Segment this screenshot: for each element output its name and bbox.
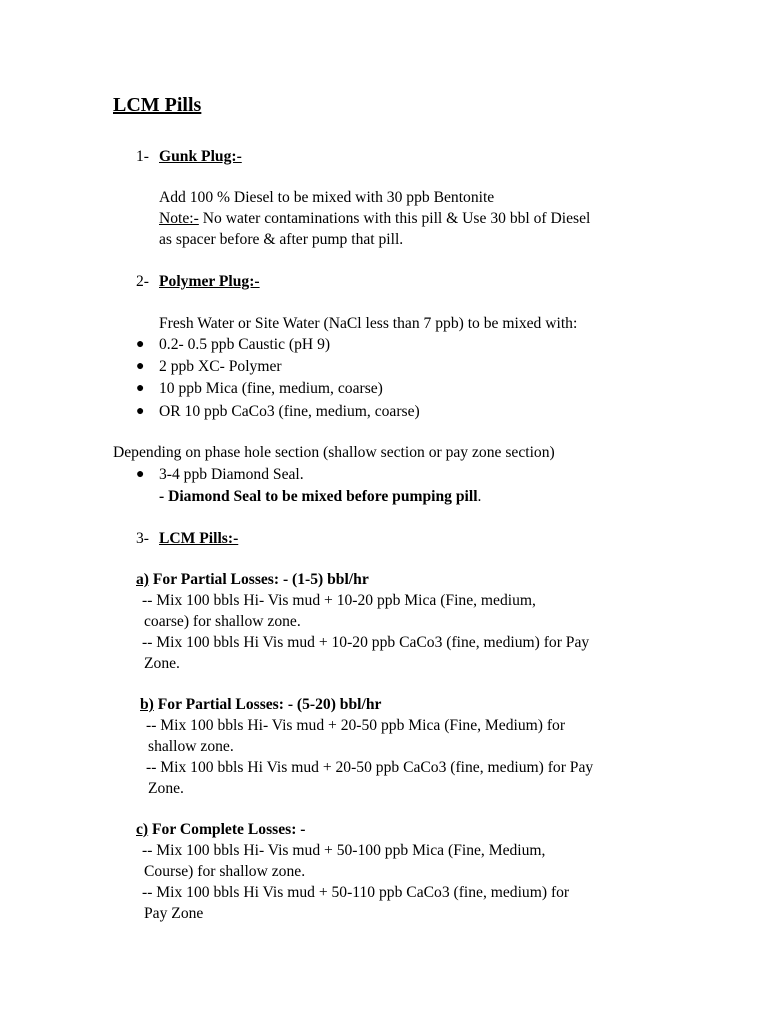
polymer-bullet-4: OR 10 ppb CaCo3 (fine, medium, coarse) — [159, 403, 420, 420]
lcm-b-heading — [140, 694, 381, 715]
section-number-1: 1- — [136, 148, 149, 165]
lcm-a-letter: a) — [136, 571, 149, 588]
lcm-b-line-3: -- Mix 100 bbls Hi Vis mud + 20-50 ppb CaCo3 (fine, medium) for Pay — [146, 759, 594, 776]
lcm-b-line-1: -- Mix 100 bbls Hi- Vis mud + 20-50 ppb Mica (Fine, Medium) for — [146, 717, 566, 734]
lcm-b-letter: b) — [140, 696, 154, 713]
gunk-plug-heading: Gunk Plug:- — [159, 148, 242, 165]
page-title: LCM Pills — [113, 94, 202, 116]
lcm-c-letter: c) — [136, 821, 149, 838]
lcm-b-line-4: Zone. — [148, 780, 184, 797]
bullet-icon: ● — [136, 404, 145, 419]
lcm-c-line-3: -- Mix 100 bbls Hi Vis mud + 50-110 ppb CaCo3 (fine, medium) for — [142, 884, 570, 901]
lcm-a-line-1: -- Mix 100 bbls Hi- Vis mud + 10-20 ppb Mica (Fine, medium, — [142, 592, 536, 609]
note-text: No water contaminations with this pill & Use 30 bbl of Diesel — [198, 210, 591, 227]
bullet-icon: ● — [136, 337, 145, 352]
polymer-bullet-1: 0.2- 0.5 ppb Caustic (pH 9) — [159, 336, 331, 353]
bullet-icon: ● — [136, 467, 145, 482]
polymer-plug-heading: Polymer Plug:- — [159, 273, 260, 290]
lcm-c-heading — [136, 819, 305, 840]
gunk-line-3: as spacer before & after pump that pill. — [159, 231, 404, 248]
bullet-icon: ● — [136, 381, 145, 396]
lcm-a-line-4: Zone. — [144, 655, 180, 672]
polymer-bullet-3: 10 ppb Mica (fine, medium, coarse) — [159, 380, 383, 397]
lcm-a-line-2: coarse) for shallow zone. — [144, 613, 301, 630]
diamond-seal-bullet: 3-4 ppb Diamond Seal. — [159, 466, 304, 483]
section-number-2: 2- — [136, 273, 149, 290]
polymer-intro: Fresh Water or Site Water (NaCl less than 7 ppb) to be mixed with: — [159, 315, 578, 332]
diamond-seal-period: . — [477, 488, 482, 505]
bullet-icon: ● — [136, 359, 145, 374]
lcm-b-line-2: shallow zone. — [148, 738, 234, 755]
gunk-note-line — [159, 208, 590, 229]
diamond-seal-note — [159, 486, 481, 507]
lcm-a-heading — [136, 569, 369, 590]
lcm-a-line-3: -- Mix 100 bbls Hi Vis mud + 10-20 ppb CaCo3 (fine, medium) for Pay — [142, 634, 590, 651]
lcm-a-title: For Partial Losses: - (1-5) bbl/hr — [149, 571, 369, 588]
lcm-c-line-1: -- Mix 100 bbls Hi- Vis mud + 50-100 ppb Mica (Fine, Medium, — [142, 842, 546, 859]
note-label: Note:- — [159, 210, 199, 227]
gunk-line-1: Add 100 % Diesel to be mixed with 30 ppb Bentonite — [159, 189, 495, 206]
lcm-pills-heading: LCM Pills:- — [159, 530, 239, 547]
depending-line: Depending on phase hole section (shallow section or pay zone section) — [113, 444, 555, 461]
section-number-3: 3- — [136, 530, 149, 547]
lcm-c-line-2: Course) for shallow zone. — [144, 863, 306, 880]
polymer-bullet-2: 2 ppb XC- Polymer — [159, 358, 282, 375]
lcm-c-line-4: Pay Zone — [144, 905, 204, 922]
lcm-c-title: For Complete Losses: - — [148, 821, 306, 838]
diamond-seal-bold: - Diamond Seal to be mixed before pumping pill — [159, 488, 478, 505]
lcm-b-title: For Partial Losses: - (5-20) bbl/hr — [153, 696, 382, 713]
